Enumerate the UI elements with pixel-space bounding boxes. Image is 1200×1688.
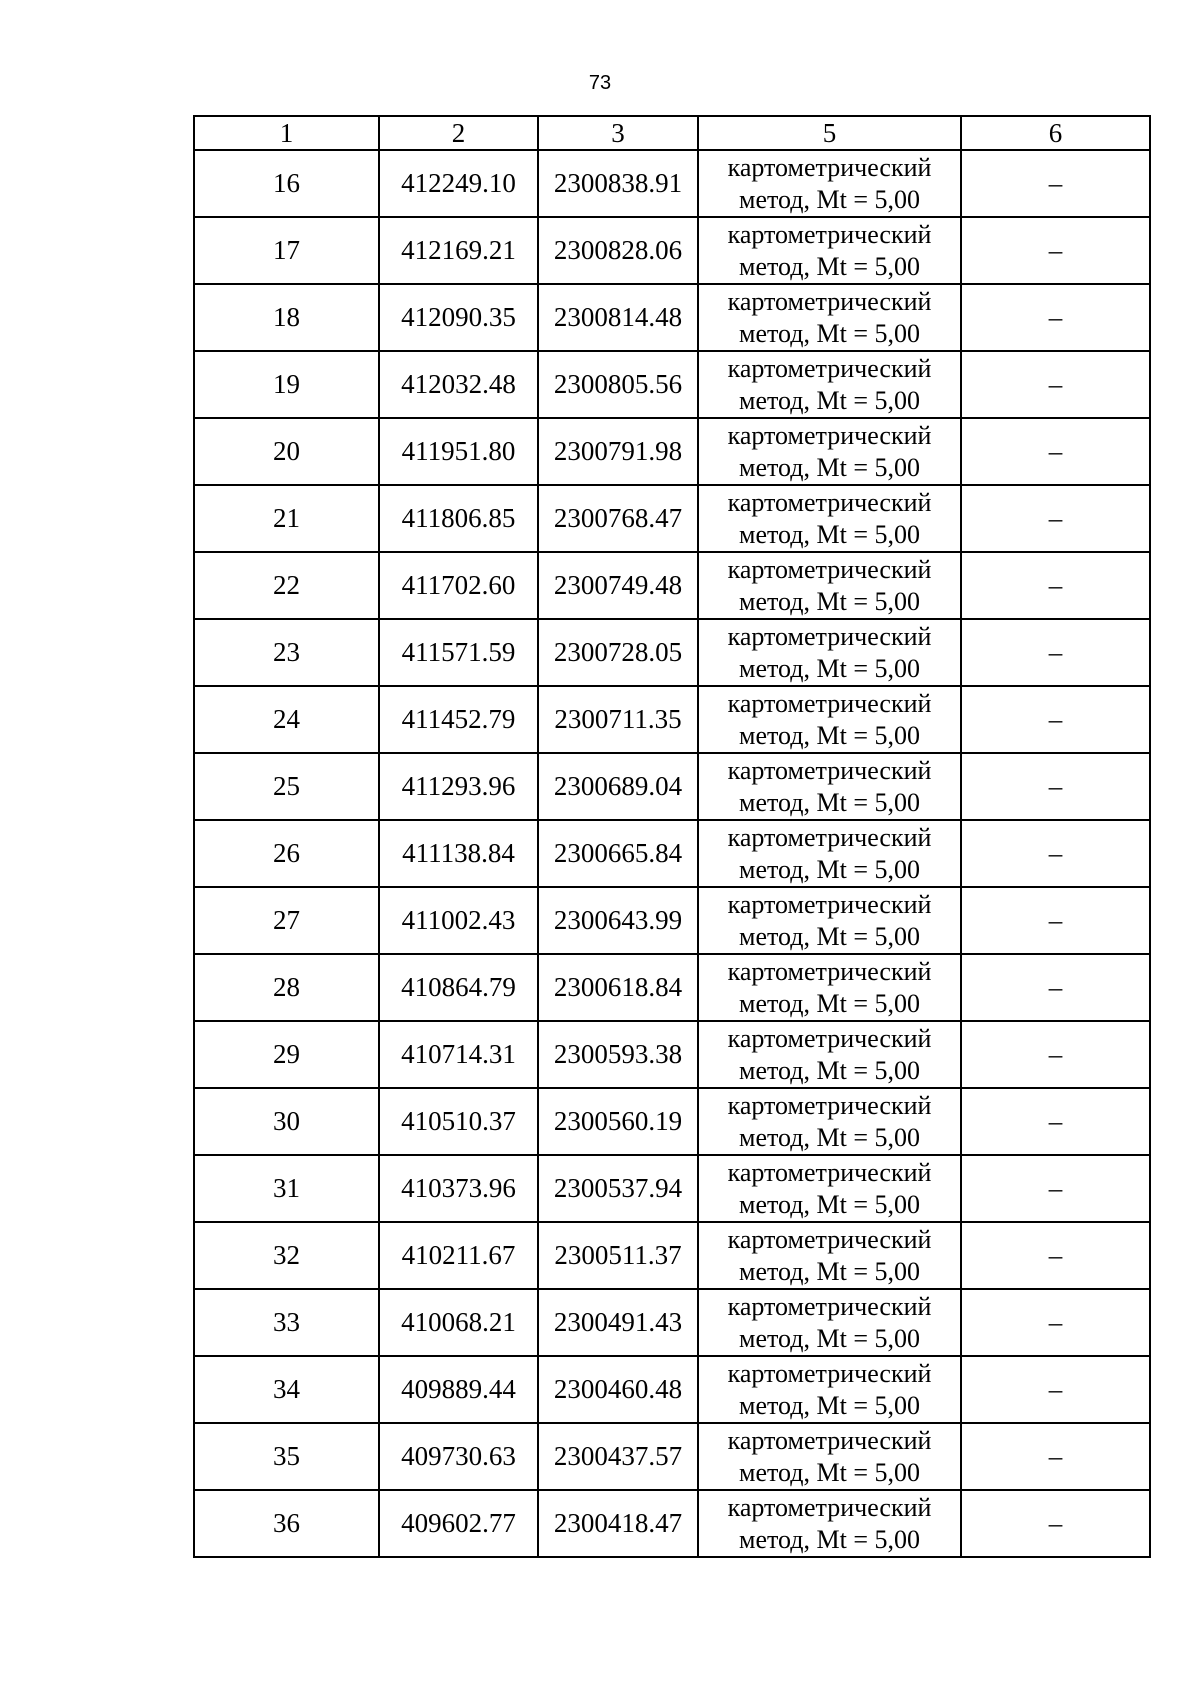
method-line-1: картометрический (727, 219, 932, 249)
method-line-2: метод, Mt = 5,00 (739, 1390, 920, 1420)
method-line-2: метод, Mt = 5,00 (739, 385, 920, 415)
table-row (194, 1155, 1150, 1222)
col6-cell: – (961, 418, 1150, 485)
method-cell (698, 1356, 961, 1423)
col6-cell: – (961, 1222, 1150, 1289)
method-line-2: метод, Mt = 5,00 (739, 921, 920, 951)
method-line-1: картометрический (727, 956, 932, 986)
col6-cell: – (961, 753, 1150, 820)
col6-cell: – (961, 284, 1150, 351)
method-line-2: метод, Mt = 5,00 (739, 1524, 920, 1554)
table-row (194, 351, 1150, 418)
table-row (194, 552, 1150, 619)
col6-cell: – (961, 351, 1150, 418)
point-number-cell: 36 (194, 1490, 379, 1557)
header-cell-1: 1 (194, 116, 379, 150)
table-row (194, 619, 1150, 686)
point-number-cell: 20 (194, 418, 379, 485)
table-row (194, 1423, 1150, 1490)
coordinate-x-cell: 409602.77 (379, 1490, 538, 1557)
table-row (194, 753, 1150, 820)
method-cell (698, 753, 961, 820)
coordinate-y-cell: 2300689.04 (538, 753, 698, 820)
coordinate-y-cell: 2300791.98 (538, 418, 698, 485)
point-number-cell: 34 (194, 1356, 379, 1423)
table-row (194, 887, 1150, 954)
method-cell (698, 1289, 961, 1356)
table-row (194, 686, 1150, 753)
method-line-1: картометрический (727, 1023, 932, 1053)
coordinate-x-cell: 410864.79 (379, 954, 538, 1021)
method-line-2: метод, Mt = 5,00 (739, 251, 920, 281)
point-number-cell: 21 (194, 485, 379, 552)
method-line-2: метод, Mt = 5,00 (739, 519, 920, 549)
point-number-cell: 26 (194, 820, 379, 887)
coordinate-x-cell: 411951.80 (379, 418, 538, 485)
coordinate-x-cell: 411806.85 (379, 485, 538, 552)
point-number-cell: 18 (194, 284, 379, 351)
method-cell (698, 150, 961, 217)
coordinate-x-cell: 411702.60 (379, 552, 538, 619)
method-line-1: картометрический (727, 1224, 932, 1254)
coordinate-x-cell: 411293.96 (379, 753, 538, 820)
coordinate-y-cell: 2300711.35 (538, 686, 698, 753)
method-line-2: метод, Mt = 5,00 (739, 586, 920, 616)
col6-cell: – (961, 1423, 1150, 1490)
method-line-2: метод, Mt = 5,00 (739, 1189, 920, 1219)
coordinate-y-cell: 2300805.56 (538, 351, 698, 418)
coordinate-y-cell: 2300560.19 (538, 1088, 698, 1155)
coordinate-y-cell: 2300511.37 (538, 1222, 698, 1289)
coordinate-y-cell: 2300418.47 (538, 1490, 698, 1557)
table-row (194, 284, 1150, 351)
col6-cell: – (961, 887, 1150, 954)
coordinate-y-cell: 2300665.84 (538, 820, 698, 887)
point-number-cell: 31 (194, 1155, 379, 1222)
coordinate-x-cell: 410714.31 (379, 1021, 538, 1088)
point-number-cell: 23 (194, 619, 379, 686)
coordinate-x-cell: 412090.35 (379, 284, 538, 351)
method-line-1: картометрический (727, 487, 932, 517)
method-line-2: метод, Mt = 5,00 (739, 452, 920, 482)
method-line-2: метод, Mt = 5,00 (739, 1457, 920, 1487)
method-line-1: картометрический (727, 1358, 932, 1388)
method-line-1: картометрический (727, 1291, 932, 1321)
col6-cell: – (961, 1021, 1150, 1088)
coordinate-y-cell: 2300838.91 (538, 150, 698, 217)
coordinate-y-cell: 2300460.48 (538, 1356, 698, 1423)
coordinate-y-cell: 2300768.47 (538, 485, 698, 552)
point-number-cell: 19 (194, 351, 379, 418)
coordinate-y-cell: 2300728.05 (538, 619, 698, 686)
col6-cell: – (961, 485, 1150, 552)
table-header (194, 116, 1150, 150)
coordinate-y-cell: 2300593.38 (538, 1021, 698, 1088)
method-line-2: метод, Mt = 5,00 (739, 787, 920, 817)
coordinate-y-cell: 2300491.43 (538, 1289, 698, 1356)
table-row (194, 820, 1150, 887)
coordinate-x-cell: 409730.63 (379, 1423, 538, 1490)
method-cell (698, 284, 961, 351)
coordinate-y-cell: 2300643.99 (538, 887, 698, 954)
method-cell (698, 820, 961, 887)
method-cell (698, 1490, 961, 1557)
table-row (194, 1289, 1150, 1356)
method-cell (698, 1222, 961, 1289)
method-cell (698, 552, 961, 619)
header-row (194, 116, 1150, 150)
table-row (194, 1021, 1150, 1088)
col6-cell: – (961, 150, 1150, 217)
method-line-1: картометрический (727, 286, 932, 316)
col6-cell: – (961, 686, 1150, 753)
table-row (194, 1490, 1150, 1557)
method-cell (698, 619, 961, 686)
method-line-1: картометрический (727, 889, 932, 919)
col6-cell: – (961, 1490, 1150, 1557)
method-cell (698, 1021, 961, 1088)
col6-cell: – (961, 619, 1150, 686)
point-number-cell: 25 (194, 753, 379, 820)
col6-cell: – (961, 954, 1150, 1021)
header-cell-2: 2 (379, 116, 538, 150)
point-number-cell: 28 (194, 954, 379, 1021)
method-line-2: метод, Mt = 5,00 (739, 653, 920, 683)
coordinate-x-cell: 412169.21 (379, 217, 538, 284)
coordinate-x-cell: 411002.43 (379, 887, 538, 954)
point-number-cell: 27 (194, 887, 379, 954)
table-row (194, 954, 1150, 1021)
method-line-2: метод, Mt = 5,00 (739, 318, 920, 348)
method-cell (698, 351, 961, 418)
col6-cell: – (961, 217, 1150, 284)
coordinate-x-cell: 412249.10 (379, 150, 538, 217)
header-cell-3: 3 (538, 116, 698, 150)
method-line-2: метод, Mt = 5,00 (739, 1122, 920, 1152)
method-cell (698, 418, 961, 485)
col6-cell: – (961, 1088, 1150, 1155)
method-line-2: метод, Mt = 5,00 (739, 1323, 920, 1353)
point-number-cell: 17 (194, 217, 379, 284)
coordinate-y-cell: 2300618.84 (538, 954, 698, 1021)
table-row (194, 1356, 1150, 1423)
point-number-cell: 30 (194, 1088, 379, 1155)
point-number-cell: 35 (194, 1423, 379, 1490)
page-number: 73 (588, 72, 612, 94)
table-row (194, 1088, 1150, 1155)
method-line-2: метод, Mt = 5,00 (739, 1055, 920, 1085)
method-cell (698, 217, 961, 284)
method-line-1: картометрический (727, 353, 932, 383)
method-cell (698, 1423, 961, 1490)
col6-cell: – (961, 820, 1150, 887)
table-body (194, 150, 1150, 1557)
method-line-1: картометрический (727, 420, 932, 450)
coordinate-x-cell: 411138.84 (379, 820, 538, 887)
table-row (194, 418, 1150, 485)
method-line-1: картометрический (727, 1425, 932, 1455)
coordinate-x-cell: 411452.79 (379, 686, 538, 753)
point-number-cell: 22 (194, 552, 379, 619)
method-cell (698, 887, 961, 954)
coordinate-y-cell: 2300537.94 (538, 1155, 698, 1222)
method-line-1: картометрический (727, 621, 932, 651)
coordinates-table (193, 115, 1151, 1558)
point-number-cell: 32 (194, 1222, 379, 1289)
header-cell-5: 5 (698, 116, 961, 150)
table-row (194, 1222, 1150, 1289)
point-number-cell: 29 (194, 1021, 379, 1088)
point-number-cell: 24 (194, 686, 379, 753)
method-cell (698, 485, 961, 552)
method-line-2: метод, Mt = 5,00 (739, 184, 920, 214)
coordinate-x-cell: 410510.37 (379, 1088, 538, 1155)
method-cell (698, 1088, 961, 1155)
method-cell (698, 686, 961, 753)
table-row (194, 217, 1150, 284)
coordinate-x-cell: 410373.96 (379, 1155, 538, 1222)
method-cell (698, 1155, 961, 1222)
coordinate-x-cell: 410068.21 (379, 1289, 538, 1356)
col6-cell: – (961, 1289, 1150, 1356)
method-line-1: картометрический (727, 755, 932, 785)
method-line-2: метод, Mt = 5,00 (739, 854, 920, 884)
method-line-1: картометрический (727, 554, 932, 584)
coordinate-y-cell: 2300437.57 (538, 1423, 698, 1490)
col6-cell: – (961, 552, 1150, 619)
method-line-1: картометрический (727, 152, 932, 182)
method-line-1: картометрический (727, 688, 932, 718)
coordinate-x-cell: 409889.44 (379, 1356, 538, 1423)
coordinate-x-cell: 412032.48 (379, 351, 538, 418)
method-line-1: картометрический (727, 822, 932, 852)
method-line-2: метод, Mt = 5,00 (739, 1256, 920, 1286)
point-number-cell: 16 (194, 150, 379, 217)
coordinate-y-cell: 2300814.48 (538, 284, 698, 351)
col6-cell: – (961, 1155, 1150, 1222)
table-row (194, 485, 1150, 552)
coordinate-x-cell: 411571.59 (379, 619, 538, 686)
col6-cell: – (961, 1356, 1150, 1423)
coordinate-x-cell: 410211.67 (379, 1222, 538, 1289)
coordinate-y-cell: 2300749.48 (538, 552, 698, 619)
method-line-2: метод, Mt = 5,00 (739, 720, 920, 750)
method-line-1: картометрический (727, 1090, 932, 1120)
method-cell (698, 954, 961, 1021)
coordinate-y-cell: 2300828.06 (538, 217, 698, 284)
table-row (194, 150, 1150, 217)
point-number-cell: 33 (194, 1289, 379, 1356)
method-line-1: картометрический (727, 1157, 932, 1187)
method-line-1: картометрический (727, 1492, 932, 1522)
method-line-2: метод, Mt = 5,00 (739, 988, 920, 1018)
header-cell-6: 6 (961, 116, 1150, 150)
